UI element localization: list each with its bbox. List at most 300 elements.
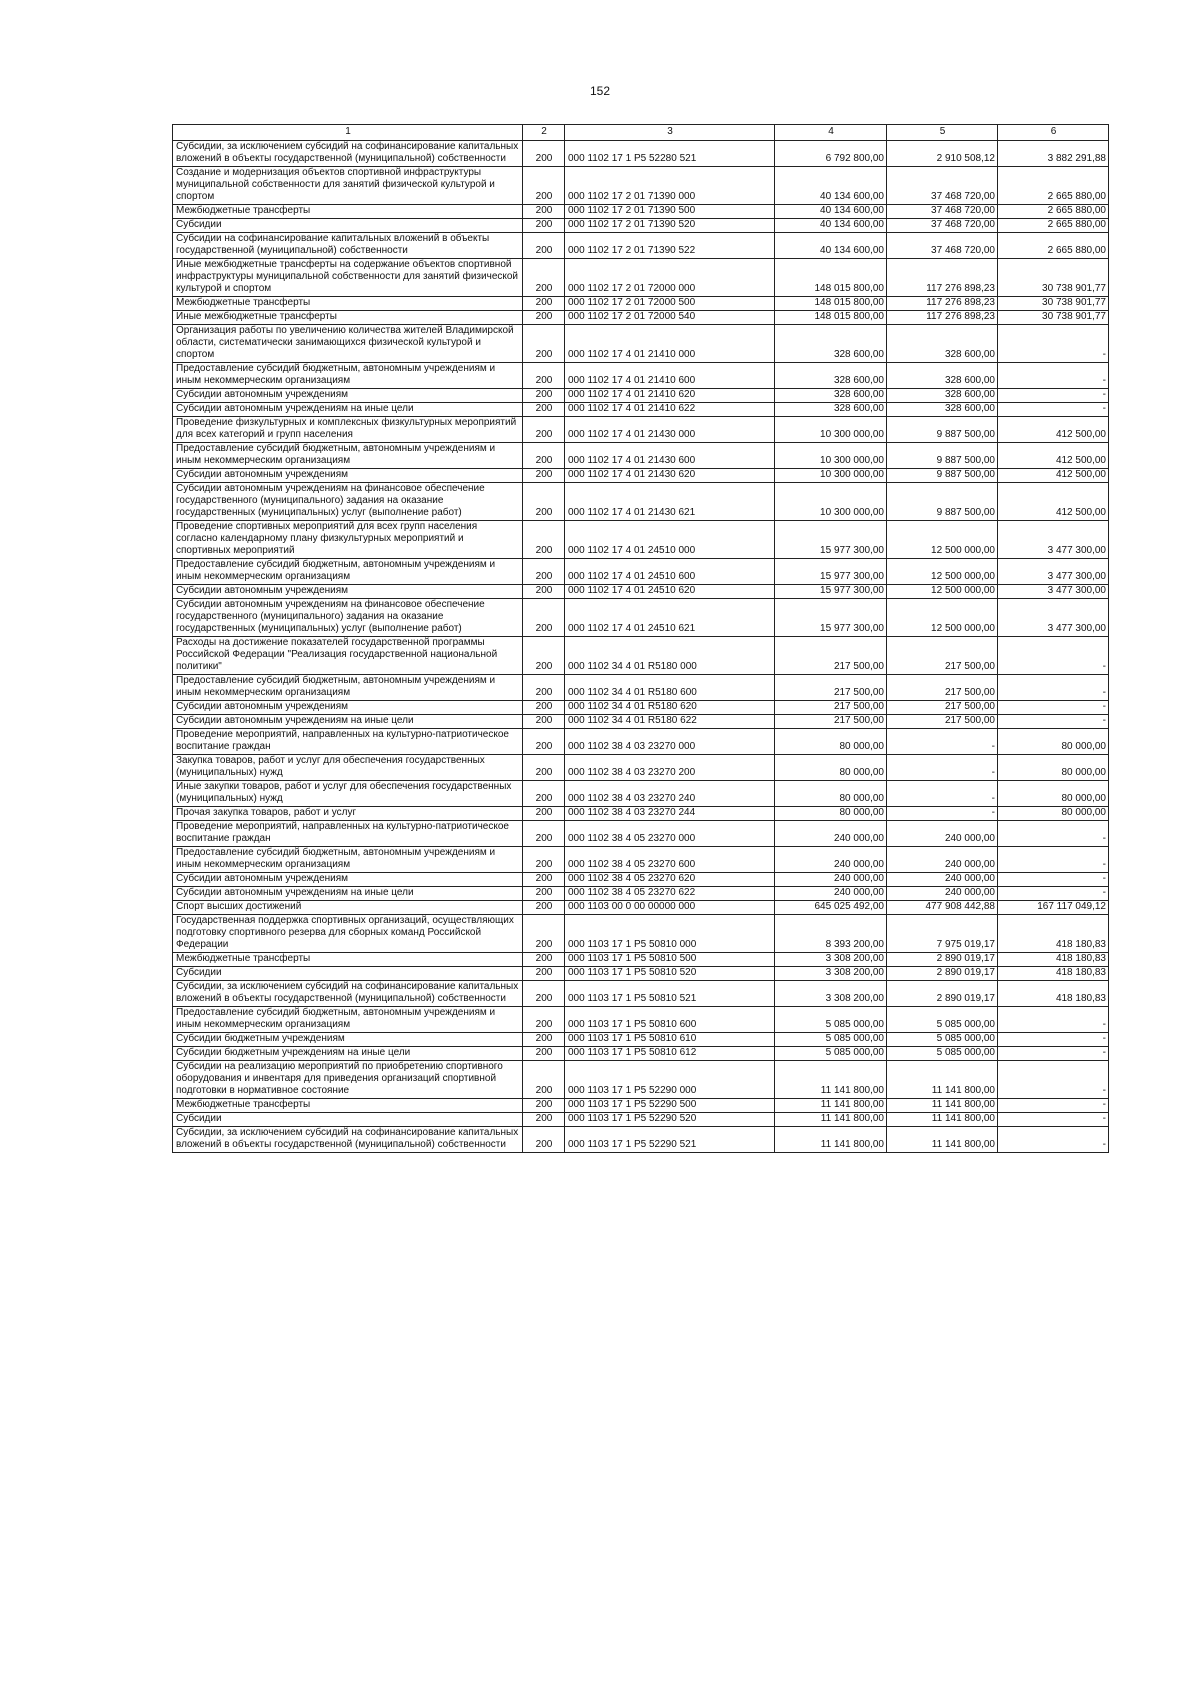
row-unexecuted-amount-cell: 80 000,00 [998,781,1109,807]
row-code-cell: 200 [523,233,565,259]
row-code-cell: 200 [523,915,565,953]
row-code-cell: 200 [523,469,565,483]
row-classification-code-cell: 000 1102 17 2 01 72000 000 [565,259,775,297]
table-row [173,233,1109,259]
row-unexecuted-amount-cell: 2 665 880,00 [998,205,1109,219]
row-name-cell: Предоставление субсидий бюджетным, автономным учреждениям и иным некоммерческим организациям [173,559,523,585]
row-executed-amount-cell: 9 887 500,00 [887,443,998,469]
row-code-cell: 200 [523,901,565,915]
row-approved-amount-cell: 328 600,00 [775,363,887,389]
row-approved-amount-cell: 15 977 300,00 [775,559,887,585]
row-unexecuted-amount-cell: 80 000,00 [998,729,1109,755]
row-name-cell: Субсидии автономным учреждениям на финансовое обеспечение государственного (муниципального) задания на оказание государственных (муниципальных) услуг (выполнение работ) [173,483,523,521]
row-classification-code-cell: 000 1102 38 4 05 23270 622 [565,887,775,901]
row-executed-amount-cell: 5 085 000,00 [887,1047,998,1061]
table-row [173,821,1109,847]
row-classification-code-cell: 000 1102 17 4 01 21410 000 [565,325,775,363]
row-executed-amount-cell: 240 000,00 [887,821,998,847]
row-classification-code-cell: 000 1102 38 4 05 23270 620 [565,873,775,887]
row-executed-amount-cell: 12 500 000,00 [887,585,998,599]
row-executed-amount-cell: 9 887 500,00 [887,417,998,443]
row-approved-amount-cell: 8 393 200,00 [775,915,887,953]
table-row [173,389,1109,403]
row-name-cell: Закупка товаров, работ и услуг для обеспечения государственных (муниципальных) нужд [173,755,523,781]
row-classification-code-cell: 000 1102 17 4 01 24510 600 [565,559,775,585]
row-approved-amount-cell: 3 308 200,00 [775,953,887,967]
row-classification-code-cell: 000 1102 17 2 01 72000 540 [565,311,775,325]
row-code-cell: 200 [523,967,565,981]
table-row [173,599,1109,637]
column-header: 2 [523,125,565,141]
row-executed-amount-cell: 12 500 000,00 [887,521,998,559]
row-name-cell: Проведение мероприятий, направленных на культурно-патриотическое воспитание граждан [173,729,523,755]
row-unexecuted-amount-cell: - [998,873,1109,887]
row-unexecuted-amount-cell: - [998,701,1109,715]
row-name-cell: Субсидии автономным учреждениям [173,585,523,599]
row-code-cell: 200 [523,205,565,219]
row-approved-amount-cell: 328 600,00 [775,389,887,403]
row-name-cell: Субсидии бюджетным учреждениям [173,1033,523,1047]
row-approved-amount-cell: 80 000,00 [775,807,887,821]
row-name-cell: Субсидии автономным учреждениям на финансовое обеспечение государственного (муниципального) задания на оказание государственных (муниципальных) услуг (выполнение работ) [173,599,523,637]
row-executed-amount-cell: 11 141 800,00 [887,1113,998,1127]
row-unexecuted-amount-cell: 2 665 880,00 [998,233,1109,259]
row-classification-code-cell: 000 1103 17 1 P5 52290 500 [565,1099,775,1113]
row-classification-code-cell: 000 1103 17 1 P5 52290 521 [565,1127,775,1153]
table-row [173,1099,1109,1113]
row-name-cell: Субсидии, за исключением субсидий на софинансирование капитальных вложений в объекты государственной (муниципальной) собственности [173,141,523,167]
table-row [173,167,1109,205]
table-row [173,559,1109,585]
row-approved-amount-cell: 80 000,00 [775,729,887,755]
row-classification-code-cell: 000 1103 17 1 P5 50810 612 [565,1047,775,1061]
row-code-cell: 200 [523,599,565,637]
table-row [173,915,1109,953]
row-code-cell: 200 [523,981,565,1007]
row-name-cell: Межбюджетные трансферты [173,297,523,311]
row-approved-amount-cell: 240 000,00 [775,873,887,887]
row-executed-amount-cell: 11 141 800,00 [887,1061,998,1099]
row-executed-amount-cell: 217 500,00 [887,637,998,675]
table-row [173,443,1109,469]
row-unexecuted-amount-cell: 418 180,83 [998,953,1109,967]
row-unexecuted-amount-cell: - [998,1099,1109,1113]
row-code-cell: 200 [523,873,565,887]
row-name-cell: Проведение спортивных мероприятий для всех групп населения согласно календарному плану физкультурных мероприятий и спортивных мероприятий [173,521,523,559]
row-classification-code-cell: 000 1102 17 2 01 71390 522 [565,233,775,259]
row-executed-amount-cell: 477 908 442,88 [887,901,998,915]
row-name-cell: Субсидии автономным учреждениям на иные цели [173,887,523,901]
row-executed-amount-cell: 11 141 800,00 [887,1099,998,1113]
row-name-cell: Субсидии [173,967,523,981]
row-approved-amount-cell: 10 300 000,00 [775,469,887,483]
row-name-cell: Прочая закупка товаров, работ и услуг [173,807,523,821]
row-approved-amount-cell: 3 308 200,00 [775,981,887,1007]
row-classification-code-cell: 000 1102 38 4 05 23270 000 [565,821,775,847]
column-header: 3 [565,125,775,141]
row-unexecuted-amount-cell: - [998,1061,1109,1099]
row-unexecuted-amount-cell: - [998,715,1109,729]
row-name-cell: Субсидии на софинансирование капитальных вложений в объекты государственной (муниципальной) собственности [173,233,523,259]
row-classification-code-cell: 000 1102 17 4 01 21410 620 [565,389,775,403]
row-executed-amount-cell: 7 975 019,17 [887,915,998,953]
row-classification-code-cell: 000 1102 38 4 03 23270 000 [565,729,775,755]
row-classification-code-cell: 000 1102 17 4 01 24510 000 [565,521,775,559]
row-approved-amount-cell: 15 977 300,00 [775,521,887,559]
row-approved-amount-cell: 5 085 000,00 [775,1033,887,1047]
row-unexecuted-amount-cell: - [998,363,1109,389]
row-unexecuted-amount-cell: - [998,403,1109,417]
row-executed-amount-cell: - [887,729,998,755]
row-unexecuted-amount-cell: 2 665 880,00 [998,167,1109,205]
row-approved-amount-cell: 240 000,00 [775,847,887,873]
row-classification-code-cell: 000 1102 17 4 01 24510 620 [565,585,775,599]
row-approved-amount-cell: 10 300 000,00 [775,443,887,469]
row-classification-code-cell: 000 1102 17 1 P5 52280 521 [565,141,775,167]
table-row [173,1127,1109,1153]
row-unexecuted-amount-cell: 3 477 300,00 [998,585,1109,599]
row-executed-amount-cell: 328 600,00 [887,389,998,403]
row-name-cell: Организация работы по увеличению количества жителей Владимирской области, систематически занимающихся физической культурой и спортом [173,325,523,363]
row-classification-code-cell: 000 1102 34 4 01 R5180 620 [565,701,775,715]
row-approved-amount-cell: 11 141 800,00 [775,1061,887,1099]
row-approved-amount-cell: 15 977 300,00 [775,599,887,637]
row-code-cell: 200 [523,559,565,585]
row-unexecuted-amount-cell: - [998,637,1109,675]
row-executed-amount-cell: 9 887 500,00 [887,483,998,521]
row-classification-code-cell: 000 1102 38 4 03 23270 244 [565,807,775,821]
row-approved-amount-cell: 10 300 000,00 [775,417,887,443]
row-classification-code-cell: 000 1102 17 2 01 71390 500 [565,205,775,219]
row-classification-code-cell: 000 1103 17 1 P5 50810 000 [565,915,775,953]
table-row [173,1113,1109,1127]
table-row [173,205,1109,219]
row-code-cell: 200 [523,403,565,417]
row-name-cell: Государственная поддержка спортивных организаций, осуществляющих подготовку спортивного резерва для сборных команд Российской Федерации [173,915,523,953]
table-header [173,125,1109,141]
row-code-cell: 200 [523,311,565,325]
row-executed-amount-cell: 328 600,00 [887,325,998,363]
row-code-cell: 200 [523,1007,565,1033]
row-approved-amount-cell: 11 141 800,00 [775,1099,887,1113]
row-name-cell: Субсидии автономным учреждениям [173,389,523,403]
row-name-cell: Расходы на достижение показателей государственной программы Российской Федерации "Реализация государственной национальной политики" [173,637,523,675]
table-row [173,219,1109,233]
row-code-cell: 200 [523,781,565,807]
table-row [173,1033,1109,1047]
table-row [173,325,1109,363]
row-classification-code-cell: 000 1102 34 4 01 R5180 622 [565,715,775,729]
table-row [173,637,1109,675]
row-name-cell: Субсидии автономным учреждениям [173,873,523,887]
row-executed-amount-cell: - [887,781,998,807]
table-row [173,807,1109,821]
row-unexecuted-amount-cell: 418 180,83 [998,915,1109,953]
row-classification-code-cell: 000 1102 17 4 01 21430 000 [565,417,775,443]
table-row [173,701,1109,715]
row-approved-amount-cell: 240 000,00 [775,821,887,847]
row-unexecuted-amount-cell: 30 738 901,77 [998,311,1109,325]
row-approved-amount-cell: 148 015 800,00 [775,311,887,325]
row-code-cell: 200 [523,521,565,559]
table-row [173,781,1109,807]
row-classification-code-cell: 000 1103 17 1 P5 50810 520 [565,967,775,981]
row-classification-code-cell: 000 1102 34 4 01 R5180 600 [565,675,775,701]
row-unexecuted-amount-cell: - [998,1113,1109,1127]
row-code-cell: 200 [523,1047,565,1061]
column-header: 5 [887,125,998,141]
row-unexecuted-amount-cell: - [998,325,1109,363]
row-unexecuted-amount-cell: - [998,675,1109,701]
row-name-cell: Спорт высших достижений [173,901,523,915]
row-code-cell: 200 [523,887,565,901]
row-code-cell: 200 [523,389,565,403]
row-name-cell: Предоставление субсидий бюджетным, автономным учреждениям и иным некоммерческим организациям [173,847,523,873]
row-classification-code-cell: 000 1102 17 4 01 24510 621 [565,599,775,637]
row-executed-amount-cell: 37 468 720,00 [887,167,998,205]
row-executed-amount-cell: 328 600,00 [887,363,998,389]
table-row [173,363,1109,389]
row-approved-amount-cell: 5 085 000,00 [775,1007,887,1033]
row-name-cell: Субсидии, за исключением субсидий на софинансирование капитальных вложений в объекты государственной (муниципальной) собственности [173,1127,523,1153]
row-code-cell: 200 [523,259,565,297]
row-code-cell: 200 [523,755,565,781]
row-executed-amount-cell: 217 500,00 [887,675,998,701]
table-row [173,873,1109,887]
row-approved-amount-cell: 5 085 000,00 [775,1047,887,1061]
row-approved-amount-cell: 217 500,00 [775,675,887,701]
table-row [173,675,1109,701]
table-row [173,967,1109,981]
row-unexecuted-amount-cell: 412 500,00 [998,469,1109,483]
row-executed-amount-cell: 117 276 898,23 [887,297,998,311]
table-row [173,847,1109,873]
row-approved-amount-cell: 11 141 800,00 [775,1113,887,1127]
row-code-cell: 200 [523,325,565,363]
row-name-cell: Предоставление субсидий бюджетным, автономным учреждениям и иным некоммерческим организациям [173,675,523,701]
budget-table [172,124,1109,1153]
row-unexecuted-amount-cell: 412 500,00 [998,483,1109,521]
row-name-cell: Субсидии автономным учреждениям [173,469,523,483]
row-classification-code-cell: 000 1102 17 2 01 71390 520 [565,219,775,233]
row-classification-code-cell: 000 1102 17 4 01 21410 622 [565,403,775,417]
row-executed-amount-cell: 37 468 720,00 [887,233,998,259]
row-executed-amount-cell: 37 468 720,00 [887,219,998,233]
row-executed-amount-cell: 2 890 019,17 [887,981,998,1007]
row-code-cell: 200 [523,715,565,729]
row-classification-code-cell: 000 1103 17 1 P5 52290 000 [565,1061,775,1099]
table-row [173,1047,1109,1061]
table-row [173,901,1109,915]
row-name-cell: Субсидии автономным учреждениям на иные цели [173,715,523,729]
row-classification-code-cell: 000 1102 17 4 01 21410 600 [565,363,775,389]
table-row [173,311,1109,325]
row-approved-amount-cell: 217 500,00 [775,715,887,729]
row-classification-code-cell: 000 1103 17 1 P5 50810 521 [565,981,775,1007]
row-executed-amount-cell: - [887,755,998,781]
row-name-cell: Иные межбюджетные трансферты [173,311,523,325]
row-name-cell: Межбюджетные трансферты [173,205,523,219]
table-row [173,141,1109,167]
row-name-cell: Проведение мероприятий, направленных на культурно-патриотическое воспитание граждан [173,821,523,847]
row-name-cell: Иные закупки товаров, работ и услуг для обеспечения государственных (муниципальных) нужд [173,781,523,807]
row-classification-code-cell: 000 1102 17 4 01 21430 620 [565,469,775,483]
row-unexecuted-amount-cell: 412 500,00 [998,443,1109,469]
row-unexecuted-amount-cell: 412 500,00 [998,417,1109,443]
row-name-cell: Предоставление субсидий бюджетным, автономным учреждениям и иным некоммерческим организациям [173,443,523,469]
row-unexecuted-amount-cell: 3 477 300,00 [998,599,1109,637]
row-code-cell: 200 [523,1113,565,1127]
row-code-cell: 200 [523,701,565,715]
row-name-cell: Предоставление субсидий бюджетным, автономным учреждениям и иным некоммерческим организациям [173,363,523,389]
row-approved-amount-cell: 148 015 800,00 [775,259,887,297]
row-executed-amount-cell: 240 000,00 [887,847,998,873]
row-executed-amount-cell: 328 600,00 [887,403,998,417]
row-code-cell: 200 [523,675,565,701]
table-row [173,729,1109,755]
row-code-cell: 200 [523,141,565,167]
row-unexecuted-amount-cell: 30 738 901,77 [998,259,1109,297]
row-name-cell: Межбюджетные трансферты [173,953,523,967]
row-code-cell: 200 [523,1033,565,1047]
row-code-cell: 200 [523,219,565,233]
row-executed-amount-cell: 217 500,00 [887,715,998,729]
row-code-cell: 200 [523,953,565,967]
row-unexecuted-amount-cell: 3 477 300,00 [998,559,1109,585]
row-code-cell: 200 [523,483,565,521]
row-executed-amount-cell: 2 910 508,12 [887,141,998,167]
row-executed-amount-cell: 12 500 000,00 [887,559,998,585]
row-executed-amount-cell: - [887,807,998,821]
row-classification-code-cell: 000 1102 17 4 01 21430 600 [565,443,775,469]
row-code-cell: 200 [523,1061,565,1099]
row-classification-code-cell: 000 1103 17 1 P5 50810 600 [565,1007,775,1033]
row-approved-amount-cell: 240 000,00 [775,887,887,901]
row-unexecuted-amount-cell: - [998,1033,1109,1047]
row-approved-amount-cell: 6 792 800,00 [775,141,887,167]
row-unexecuted-amount-cell: 80 000,00 [998,755,1109,781]
row-unexecuted-amount-cell: 2 665 880,00 [998,219,1109,233]
row-approved-amount-cell: 3 308 200,00 [775,967,887,981]
row-classification-code-cell: 000 1102 38 4 03 23270 240 [565,781,775,807]
row-executed-amount-cell: 217 500,00 [887,701,998,715]
table-row [173,469,1109,483]
row-code-cell: 200 [523,363,565,389]
row-executed-amount-cell: 5 085 000,00 [887,1033,998,1047]
row-unexecuted-amount-cell: - [998,389,1109,403]
table-row [173,887,1109,901]
row-executed-amount-cell: 240 000,00 [887,873,998,887]
row-executed-amount-cell: 11 141 800,00 [887,1127,998,1153]
row-code-cell: 200 [523,1099,565,1113]
header-row [173,125,1109,141]
row-name-cell: Субсидии на реализацию мероприятий по приобретению спортивного оборудования и инвентаря для приведения организаций спортивной подготовки в нормативное состояние [173,1061,523,1099]
row-name-cell: Межбюджетные трансферты [173,1099,523,1113]
row-classification-code-cell: 000 1102 17 2 01 72000 500 [565,297,775,311]
row-unexecuted-amount-cell: - [998,1127,1109,1153]
table-row [173,755,1109,781]
row-approved-amount-cell: 10 300 000,00 [775,483,887,521]
row-name-cell: Иные межбюджетные трансферты на содержание объектов спортивной инфраструктуры муниципальной собственности для занятий физической культурой и спортом [173,259,523,297]
row-unexecuted-amount-cell: 80 000,00 [998,807,1109,821]
row-executed-amount-cell: 12 500 000,00 [887,599,998,637]
row-code-cell: 200 [523,443,565,469]
row-approved-amount-cell: 148 015 800,00 [775,297,887,311]
row-executed-amount-cell: 2 890 019,17 [887,967,998,981]
row-code-cell: 200 [523,297,565,311]
row-name-cell: Субсидии бюджетным учреждениям на иные цели [173,1047,523,1061]
row-approved-amount-cell: 80 000,00 [775,755,887,781]
table-row [173,715,1109,729]
row-approved-amount-cell: 328 600,00 [775,403,887,417]
row-code-cell: 200 [523,637,565,675]
row-name-cell: Субсидии [173,219,523,233]
row-classification-code-cell: 000 1103 17 1 P5 52290 520 [565,1113,775,1127]
row-code-cell: 200 [523,167,565,205]
row-unexecuted-amount-cell: - [998,887,1109,901]
table-row [173,981,1109,1007]
row-executed-amount-cell: 2 890 019,17 [887,953,998,967]
row-name-cell: Создание и модернизация объектов спортивной инфраструктуры муниципальной собственности для занятий физической культурой и спортом [173,167,523,205]
row-executed-amount-cell: 117 276 898,23 [887,311,998,325]
table-row [173,483,1109,521]
row-unexecuted-amount-cell: 418 180,83 [998,967,1109,981]
row-code-cell: 200 [523,807,565,821]
row-approved-amount-cell: 40 134 600,00 [775,167,887,205]
row-approved-amount-cell: 217 500,00 [775,701,887,715]
row-unexecuted-amount-cell: 30 738 901,77 [998,297,1109,311]
row-approved-amount-cell: 15 977 300,00 [775,585,887,599]
table-row [173,585,1109,599]
row-unexecuted-amount-cell: - [998,847,1109,873]
row-name-cell: Проведение физкультурных и комплексных физкультурных мероприятий для всех категорий и групп населения [173,417,523,443]
table-row [173,953,1109,967]
row-classification-code-cell: 000 1103 17 1 P5 50810 500 [565,953,775,967]
row-unexecuted-amount-cell: - [998,1007,1109,1033]
row-approved-amount-cell: 40 134 600,00 [775,205,887,219]
row-code-cell: 200 [523,585,565,599]
row-executed-amount-cell: 117 276 898,23 [887,259,998,297]
row-approved-amount-cell: 11 141 800,00 [775,1127,887,1153]
row-executed-amount-cell: 9 887 500,00 [887,469,998,483]
table-row [173,297,1109,311]
row-name-cell: Предоставление субсидий бюджетным, автономным учреждениям и иным некоммерческим организациям [173,1007,523,1033]
row-classification-code-cell: 000 1102 17 2 01 71390 000 [565,167,775,205]
row-unexecuted-amount-cell: - [998,821,1109,847]
row-code-cell: 200 [523,417,565,443]
row-approved-amount-cell: 40 134 600,00 [775,219,887,233]
row-unexecuted-amount-cell: 418 180,83 [998,981,1109,1007]
row-unexecuted-amount-cell: - [998,1047,1109,1061]
table-row [173,417,1109,443]
row-name-cell: Субсидии, за исключением субсидий на софинансирование капитальных вложений в объекты государственной (муниципальной) собственности [173,981,523,1007]
table-row [173,521,1109,559]
row-executed-amount-cell: 5 085 000,00 [887,1007,998,1033]
row-name-cell: Субсидии [173,1113,523,1127]
row-code-cell: 200 [523,729,565,755]
row-name-cell: Субсидии автономным учреждениям [173,701,523,715]
row-unexecuted-amount-cell: 3 882 291,88 [998,141,1109,167]
page-number: 152 [589,84,611,98]
row-classification-code-cell: 000 1102 17 4 01 21430 621 [565,483,775,521]
row-unexecuted-amount-cell: 3 477 300,00 [998,521,1109,559]
table-body [173,141,1109,1153]
table-row [173,403,1109,417]
table-row [173,1007,1109,1033]
row-unexecuted-amount-cell: 167 117 049,12 [998,901,1109,915]
row-code-cell: 200 [523,847,565,873]
table-row [173,259,1109,297]
